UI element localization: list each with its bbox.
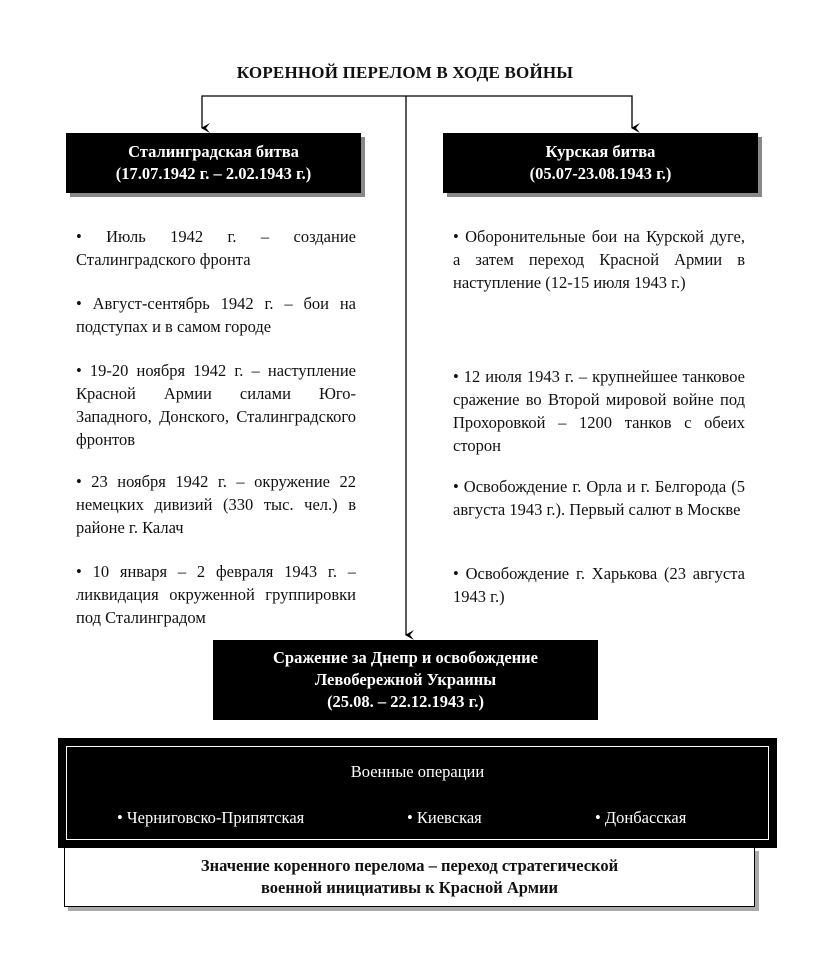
kursk-dates: (05.07-23.08.1943 г.): [529, 164, 672, 183]
diagram-title: КОРЕННОЙ ПЕРЕЛОМ В ХОДЕ ВОЙНЫ: [236, 63, 574, 82]
kursk-event: • Освобождение г. Харькова (23 августа 1943 г.): [453, 564, 745, 606]
meaning-line2: военной инициативы к Красной Армии: [261, 878, 558, 897]
connector-to-kursk: [406, 96, 632, 128]
military-operations-box: [59, 739, 776, 847]
military-operations-title: Военные операции: [350, 762, 485, 781]
kursk-name: Курская битва: [545, 142, 656, 161]
stalingrad-event: • Июль 1942 г. – создание Сталинградского фронта: [76, 227, 356, 269]
stalingrad-event: • Август-сентябрь 1942 г. – бои на подступах и в самом городе: [76, 294, 356, 336]
stalingrad-box: [66, 133, 361, 193]
dnepr-line2: Левобережной Украины: [314, 670, 497, 689]
dnepr-dates: (25.08. – 22.12.1943 г.): [327, 692, 484, 711]
dnepr-line1: Сражение за Днепр и освобождение: [273, 648, 538, 667]
stalingrad-name: Сталинградская битва: [128, 142, 299, 161]
kursk-event: • Оборонительные бои на Курской дуге, а затем переход Красной Армии в наступление (12-15 июля 1943 г.): [453, 227, 745, 292]
stalingrad-event: • 10 января – 2 февраля 1943 г. – ликвидация окруженной группировки под Сталинградом: [76, 562, 356, 627]
meaning-box: [64, 847, 755, 907]
meaning-line1: Значение коренного перелома – переход стратегической: [200, 856, 619, 875]
kursk-event: • Освобождение г. Орла и г. Белгорода (5 августа 1943 г.). Первый салют в Москве: [453, 477, 745, 519]
connector-to-stalingrad: [202, 96, 406, 128]
stalingrad-event: • 23 ноября 1942 г. – окружение 22 немецких дивизий (330 тыс. чел.) в районе г. Калач: [76, 472, 356, 537]
operation-item: • Киевская: [407, 808, 482, 827]
kursk-box: [443, 133, 758, 193]
operation-item: • Донбасская: [595, 808, 687, 827]
stalingrad-event: • 19-20 ноября 1942 г. – наступление Красной Армии силами Юго-Западного, Донского, Сталинградского фронтов: [76, 361, 356, 449]
military-operations-frame: [66, 746, 769, 840]
stalingrad-dates: (17.07.1942 г. – 2.02.1943 г.): [115, 164, 312, 183]
kursk-event: • 12 июля 1943 г. – крупнейшее танковое сражение во Второй мировой войне под Прохоровкой – 1200 танков с обеих сторон: [453, 367, 745, 455]
dnepr-box: [213, 640, 598, 720]
operation-item: • Черниговско-Припятская: [117, 808, 305, 827]
